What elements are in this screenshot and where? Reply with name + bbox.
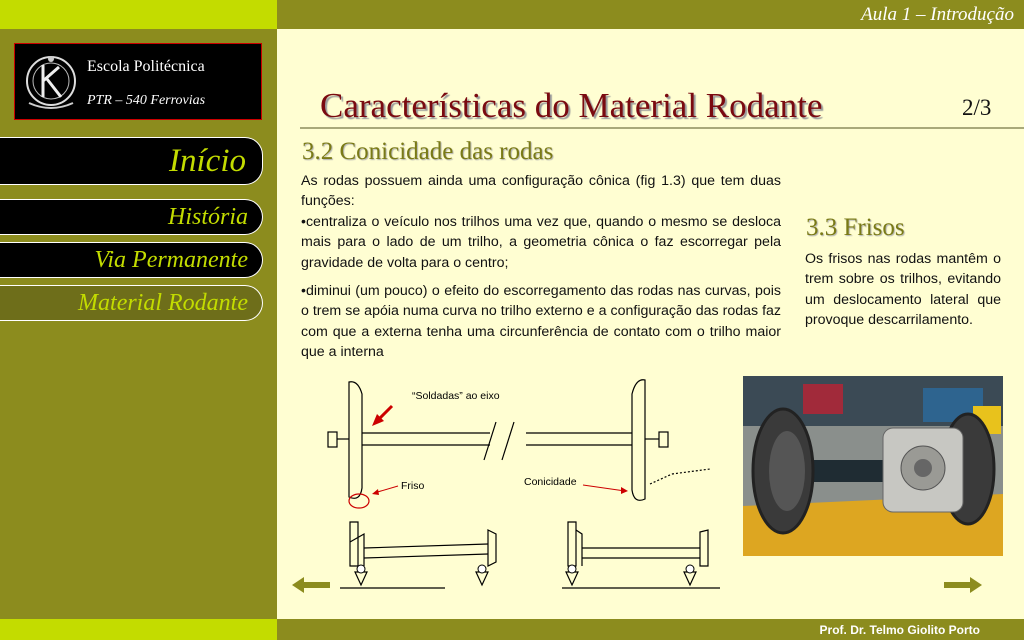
label-conicity: Conicidade	[524, 476, 577, 488]
school-logo	[14, 43, 262, 120]
conicity-bullet-1: •centraliza o veículo nos trilhos uma vez que, quando o mesmo se desloca mais para o lado de um trilho, a geometria cônica o faz escorregar pela gravidade de volta para o centro;	[301, 214, 781, 271]
lecture-title: Aula 1 – Introdução	[861, 4, 1014, 25]
nav-rolling-stock[interactable]	[0, 285, 263, 321]
nav-home-label: Início	[169, 143, 246, 179]
wheelset-photo	[743, 376, 1003, 556]
arrow-right-icon[interactable]	[944, 576, 982, 594]
wheelset-diagram	[300, 372, 720, 597]
nav-history[interactable]	[0, 199, 263, 235]
footer-bar	[0, 619, 1024, 640]
slide-title: Características do Material Rodante	[320, 86, 823, 125]
footer-accent	[0, 619, 277, 640]
nav-history-label: História	[167, 204, 248, 230]
flanges-heading: 3.3 Frisos	[806, 214, 905, 241]
page-number: 2/3	[962, 95, 992, 120]
nav-track-label: Via Permanente	[94, 247, 248, 273]
label-flange: Friso	[401, 480, 425, 492]
nav-track[interactable]	[0, 242, 263, 278]
header-bar	[0, 0, 1024, 29]
course-name: PTR – 540 Ferrovias	[87, 93, 206, 108]
author-name: Prof. Dr. Telmo Giolito Porto	[819, 623, 980, 637]
arrow-left-icon[interactable]	[292, 576, 330, 594]
header-accent	[0, 0, 277, 29]
label-welded: “Soldadas” ao eixo	[412, 390, 500, 402]
nav-rolling-stock-label: Material Rodante	[78, 290, 248, 316]
nav-home[interactable]	[0, 137, 263, 185]
conicity-bullet-2: •diminui (um pouco) o efeito do escorregamento das rodas nas curvas, pois o trem se apóia numa curva no trilho externo e a configuração das rodas faz com que a externa tenha uma circunferência de contato com o trilho maior que a interna	[301, 283, 781, 360]
emblem-icon	[21, 51, 81, 113]
title-divider	[300, 127, 1024, 129]
conicity-intro: As rodas possuem ainda uma configuração cônica (fig 1.3) que tem duas funções:	[301, 173, 781, 210]
school-name: Escola Politécnica	[87, 58, 205, 75]
flanges-body: Os frisos nas rodas mantêm o trem sobre os trilhos, evitando um deslocamento lateral que provoque descarrilamento.	[805, 251, 1001, 328]
conicity-heading: 3.2 Conicidade das rodas	[302, 138, 554, 165]
